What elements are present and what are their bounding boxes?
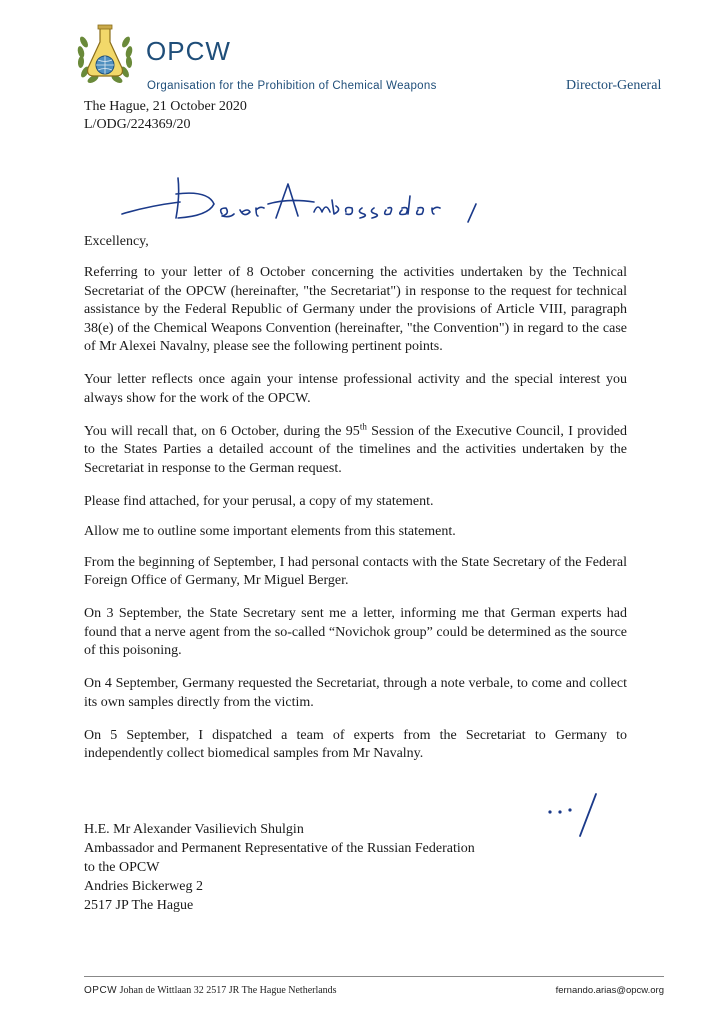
paragraph-1: Referring to your letter of 8 October concerning the activities undertaken by the Technical Secretariat of the OPCW (hereinafter, "the Secretariat") in response to the request for technical assistance by the Federal Republic of Germany under the provisions of Article VIII, paragraph 38(e) of the Chemical Weapons Convention (hereinafter, "the Convention") in regard to the case of Mr Alexei Navalny, please see the following pertinent points. [84, 265, 627, 354]
letter-body [84, 264, 627, 778]
paragraph-9: On 5 September, I dispatched a team of experts from the Secretariat to Germany to independently collect biomedical samples from Mr Navalny. [84, 727, 627, 761]
ordinal-suffix: th [359, 420, 367, 431]
org-full-name: Organisation for the Prohibition of Chemical Weapons [147, 80, 437, 92]
reference-number: L/ODG/224369/20 [84, 117, 191, 132]
footer-email: fernando.arias@opcw.org [555, 985, 664, 996]
footer-divider [84, 976, 664, 977]
paragraph-3-part-a: You will recall that, on 6 October, during the 95 [84, 423, 360, 439]
opcw-logo [74, 22, 136, 88]
footer-address [84, 985, 337, 996]
footer-address-text: Johan de Wittlaan 32 2517 JR The Hague Netherlands [119, 985, 337, 996]
paragraph-7: On 3 September, the State Secretary sent me a letter, informing me that German experts had found that a nerve agent from the so-called “Novichok group” could be determined as the source of this poisoning. [84, 606, 627, 658]
place-date: The Hague, 21 October 2020 [84, 99, 247, 114]
addressee-title: Ambassador and Permanent Representative of the Russian Federation [84, 841, 475, 856]
office-title: Director-General [566, 78, 662, 93]
letter-meta [84, 98, 247, 134]
paragraph-5: Allow me to outline some important elements from this statement. [84, 524, 456, 539]
org-name: OPCW [146, 36, 231, 66]
continuation-mark [546, 790, 606, 840]
handwritten-salutation [118, 172, 498, 238]
addressee-block [84, 820, 475, 915]
paragraph-2: Your letter reflects once again your intense professional activity and the special interest you always show for the work of the OPCW. [84, 372, 627, 406]
paragraph-3-part-b: Session of the Executive Council, I provided to the States Parties a detailed account of the timelines and the activities undertaken by the Secretariat in response to the German request. [84, 423, 627, 476]
paragraph-4: Please find attached, for your perusal, a copy of my statement. [84, 493, 434, 509]
opening-line: Excellency, [84, 234, 149, 249]
addressee-organisation: to the OPCW [84, 860, 160, 875]
addressee-city: 2517 JP The Hague [84, 898, 194, 913]
paragraph-3 [84, 420, 627, 479]
addressee-name: H.E. Mr Alexander Vasilievich Shulgin [84, 822, 304, 837]
footer-brand: OPCW [84, 985, 118, 996]
addressee-street: Andries Bickerweg 2 [84, 879, 203, 894]
paragraph-8: On 4 September, Germany requested the Secretariat, through a note verbale, to come and collect its own samples directly from the victim. [84, 676, 627, 710]
paragraph-6: From the beginning of September, I had personal contacts with the State Secretary of the Federal Foreign Office of Germany, Mr Miguel Berger. [84, 554, 627, 588]
